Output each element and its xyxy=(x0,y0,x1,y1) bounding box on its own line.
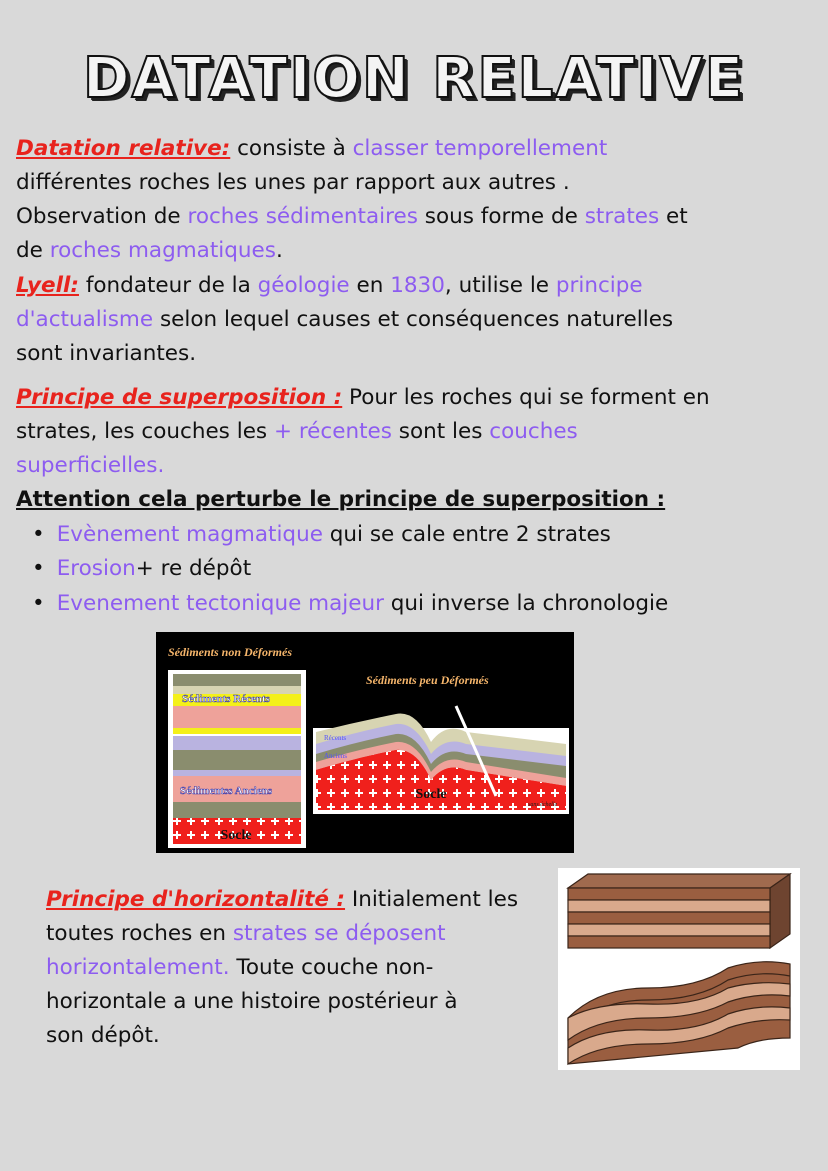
horizontality-illustration xyxy=(558,868,800,1070)
text-line xyxy=(46,885,518,915)
text-segment: sous forme de xyxy=(417,204,585,229)
highlighted-term: classer temporellement xyxy=(352,136,608,161)
left-title: Sédiments non Déformés xyxy=(168,645,293,659)
text-segment: + re dépôt xyxy=(135,556,252,581)
term-heading: Datation relative: xyxy=(16,136,231,161)
text-segment: de xyxy=(16,238,50,263)
highlighted-term: Evenement tectonique majeur xyxy=(56,591,384,616)
right-title: Sédiments peu Déformés xyxy=(366,673,489,687)
text-segment: son dépôt. xyxy=(46,1023,160,1048)
ancient-label: Sédimentss Anciens xyxy=(180,785,272,797)
term-heading: Principe d'horizontalité : xyxy=(46,887,346,912)
highlighted-term: strates xyxy=(584,204,660,229)
highlighted-term: horizontalement. xyxy=(46,955,230,980)
text-line xyxy=(16,236,283,266)
text-segment: fondateur de la xyxy=(78,273,258,298)
text-segment: qui se cale entre 2 strates xyxy=(322,522,611,547)
text-line xyxy=(16,339,196,369)
text-line xyxy=(16,417,578,447)
text-line xyxy=(16,168,570,198)
highlighted-term: roches sédimentaires xyxy=(187,204,418,229)
text-segment: strates, les couches les xyxy=(16,419,274,444)
text-segment: Observation de xyxy=(16,204,188,229)
socle-label-left: Socle xyxy=(220,828,252,843)
text-segment: . xyxy=(275,238,283,263)
bullet-item xyxy=(32,589,668,619)
text-line xyxy=(46,919,446,949)
text-line xyxy=(46,953,433,983)
ancient-small-label: Anciens xyxy=(324,752,347,760)
text-line xyxy=(16,451,164,481)
text-segment: sont les xyxy=(391,419,490,444)
text-line xyxy=(16,271,643,301)
term-heading: Lyell: xyxy=(16,273,79,298)
highlighted-term: couches xyxy=(489,419,578,444)
text-segment: consiste à xyxy=(230,136,353,161)
highlighted-term: superficielles. xyxy=(16,453,165,478)
text-segment: , utilise le xyxy=(444,273,556,298)
highlighted-term: 1830 xyxy=(390,273,445,298)
highlighted-term: principe xyxy=(555,273,643,298)
highlighted-term: d'actualisme xyxy=(16,307,154,332)
term-heading: Principe de superposition : xyxy=(16,385,343,410)
highlighted-term: + récentes xyxy=(273,419,392,444)
text-segment: Pour les roches qui se forment en xyxy=(342,385,710,410)
socle-label-right: Socle xyxy=(415,787,447,802)
scale-label: sans échelle xyxy=(528,802,558,808)
bullet-item xyxy=(32,520,611,550)
text-line xyxy=(16,134,607,164)
text-segment: Initialement les xyxy=(345,887,519,912)
highlighted-term: Evènement magmatique xyxy=(56,522,323,547)
highlighted-term: strates se déposent xyxy=(232,921,446,946)
page-title: DATATION RELATIVE xyxy=(82,46,745,111)
highlighted-term: Erosion xyxy=(56,556,136,581)
text-segment: toutes roches en xyxy=(46,921,233,946)
text-segment: Toute couche non- xyxy=(229,955,434,980)
text-segment: selon lequel causes et conséquences naturelles xyxy=(153,307,674,332)
text-line xyxy=(16,202,688,232)
underlined-heading: Attention cela perturbe le principe de superposition : xyxy=(16,487,666,512)
text-segment: qui inverse la chronologie xyxy=(383,591,669,616)
text-segment: sont invariantes. xyxy=(16,341,197,366)
superposition-diagram xyxy=(156,632,574,853)
text-segment: différentes roches les unes par rapport aux autres . xyxy=(16,170,570,195)
text-line xyxy=(16,305,673,335)
text-line xyxy=(16,383,710,413)
recent-small-label: Récents xyxy=(324,734,347,742)
text-line xyxy=(46,987,458,1017)
text-segment: en xyxy=(349,273,391,298)
highlighted-term: géologie xyxy=(257,273,350,298)
highlighted-term: roches magmatiques xyxy=(49,238,276,263)
text-line xyxy=(46,1021,160,1051)
recent-label: Sédiments Récents xyxy=(182,693,270,705)
text-segment: horizontale a une histoire postérieur à xyxy=(46,989,458,1014)
text-segment: et xyxy=(659,204,688,229)
text-line xyxy=(16,485,665,515)
bullet-item xyxy=(32,554,251,584)
